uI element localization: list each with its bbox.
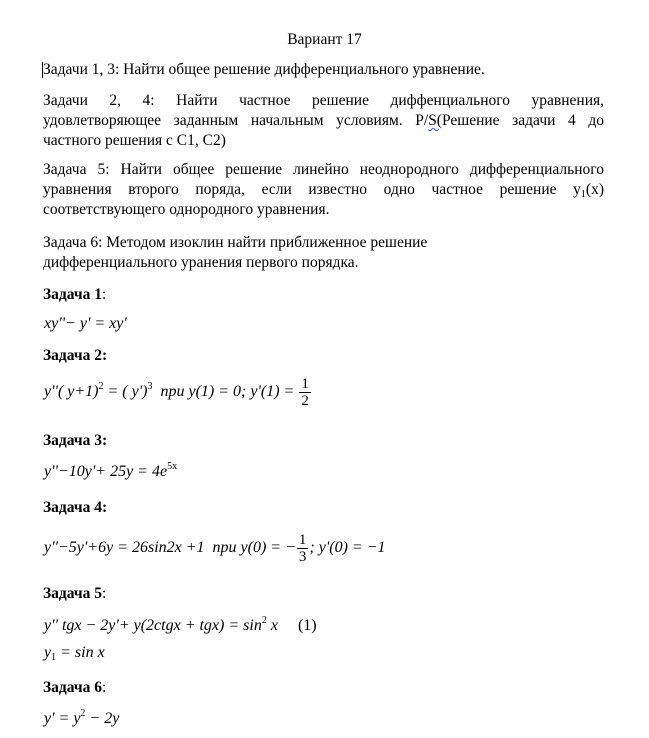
formula-text: при bbox=[160, 383, 185, 401]
formula-text: y bbox=[44, 644, 52, 661]
task-5-heading bbox=[43, 584, 106, 604]
instruction-line bbox=[43, 180, 604, 200]
task-label: Задача 4: bbox=[43, 499, 108, 516]
instruction-tasks-1-3: Задачи 1, 3: Найти общее решение дифференциального уравнение. bbox=[43, 61, 485, 78]
fraction bbox=[299, 376, 311, 409]
text-span: удовлетворяющее заданным начальным условиям. P/ bbox=[43, 112, 429, 129]
task-3-formula bbox=[44, 462, 177, 482]
subscript: 1 bbox=[580, 189, 586, 200]
task-label: Задача 1 bbox=[43, 286, 103, 303]
task-5-formula bbox=[44, 616, 317, 636]
instruction-task-5 bbox=[43, 160, 604, 220]
task-label: Задача 2: bbox=[43, 347, 108, 364]
task-label: Задача 6 bbox=[43, 679, 103, 696]
exponent: 2 bbox=[98, 381, 104, 393]
formula-text: = sin x bbox=[56, 644, 105, 661]
denominator: 3 bbox=[298, 549, 307, 565]
spellcheck-flag: S( bbox=[428, 112, 442, 129]
formula-text: − 2y bbox=[85, 710, 120, 727]
formula-text: y(1) = 0; y'(1) = bbox=[184, 383, 299, 401]
exponent: 3 bbox=[147, 381, 153, 393]
variant-title: Вариант 17 bbox=[287, 31, 362, 48]
formula-text: ; y'(0) = −1 bbox=[309, 539, 386, 557]
formula-text: y(0) = − bbox=[236, 539, 296, 557]
formula-text: y''( y+1) bbox=[44, 383, 99, 401]
text-span: (x) bbox=[585, 181, 604, 198]
formula-text: y''−10y'+ 25y = 4e bbox=[44, 463, 168, 480]
formula-text: x bbox=[266, 617, 278, 634]
formula-text: при bbox=[212, 539, 237, 557]
task-2-heading bbox=[43, 346, 107, 366]
numerator: 1 bbox=[298, 532, 307, 548]
task-4-formula bbox=[44, 532, 386, 565]
formula-text: y'' tgx − 2y'+ y(2ctgx + tgx) = sin bbox=[44, 617, 262, 634]
instruction-line: Задачи 2, 4: Найти частное решение диффенциального уравнения, bbox=[43, 92, 604, 109]
denominator: 2 bbox=[301, 393, 309, 409]
subscript: 1 bbox=[51, 652, 57, 663]
instruction-line: соответствующего однородного уравнения. bbox=[43, 201, 330, 218]
task-4-heading bbox=[43, 498, 107, 518]
instruction-task-6 bbox=[43, 233, 427, 273]
exponent: 2 bbox=[261, 615, 267, 626]
instruction-line: Задача 5: Найти общее решение линейно неоднородного дифференциального bbox=[43, 161, 604, 178]
text-span: Решение задачи 4 до bbox=[441, 112, 604, 129]
task-colon: : bbox=[102, 286, 107, 303]
task-6-formula bbox=[44, 709, 119, 729]
instruction-tasks-2-4 bbox=[43, 91, 604, 151]
task-2-formula bbox=[44, 376, 312, 409]
task-1-heading bbox=[43, 285, 106, 305]
instruction-line: дифференциального уранения первого порядка. bbox=[43, 254, 359, 271]
equation-number: (1) bbox=[297, 617, 317, 634]
numerator: 1 bbox=[301, 376, 309, 392]
task-1-formula bbox=[44, 314, 127, 334]
exponent: 5x bbox=[167, 461, 178, 472]
formula-text: = ( y') bbox=[103, 383, 148, 401]
task-label: Задача 3: bbox=[43, 432, 108, 449]
formula-text: y''−5y'+6y = 26sin2x +1 bbox=[44, 539, 205, 557]
instruction-line: частного решения с С1, С2) bbox=[43, 132, 226, 149]
text-span: уравнения второго поряда, если известно одно частное решение y bbox=[43, 181, 581, 198]
task-5-particular-solution bbox=[44, 643, 105, 663]
instruction-line bbox=[43, 111, 604, 131]
fraction bbox=[297, 532, 309, 565]
instruction-line: Задача 6: Методом изоклин найти приближенное решение bbox=[43, 234, 428, 251]
formula-text: xy''− y' = xy' bbox=[44, 315, 127, 332]
task-colon: : bbox=[102, 679, 107, 696]
task-colon: : bbox=[102, 585, 107, 602]
task-3-heading bbox=[43, 431, 107, 451]
formula-text: y' = y bbox=[44, 710, 81, 727]
task-6-heading bbox=[43, 678, 106, 698]
exponent: 2 bbox=[80, 708, 86, 719]
task-label: Задача 5 bbox=[43, 585, 103, 602]
